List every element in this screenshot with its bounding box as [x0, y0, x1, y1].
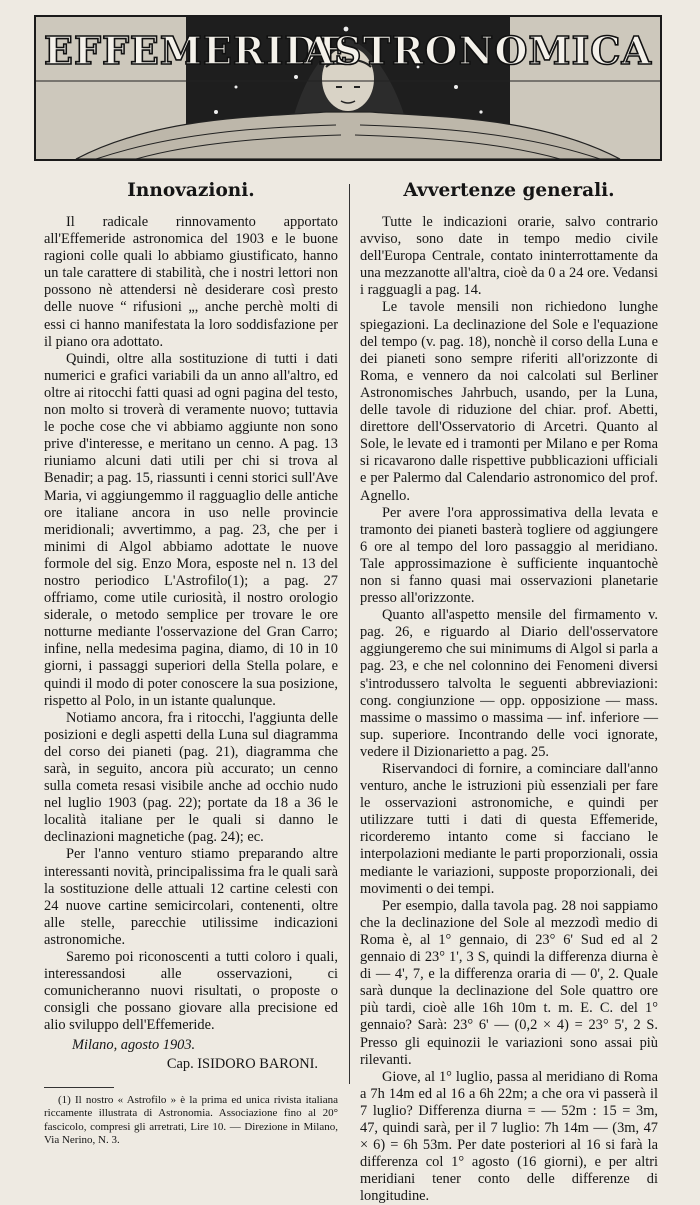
signature-date: Milano, agosto 1903. [72, 1036, 196, 1053]
footnote-rule [44, 1087, 114, 1088]
masthead-banner [34, 15, 662, 161]
section-heading-avvertenze: Avvertenze generali. [403, 180, 615, 201]
paragraph: Il radicale rinnovamento apportato all'Effemeride astronomica del 1903 e le buone ragioni colle quali lo abbiamo giustificato, hanno un tale carattere di stabilità, che i nostri lettori non possono nè attendersi nè desiderare così presto delle nuove “ rifusioni „, anche perchè molti di essi ci hanno manifestata la loro soddisfazione per il piano ora adottato. [44, 214, 338, 350]
paragraph: Saremo poi riconoscenti a tutti coloro i quali, interessandosi alle osservazioni, ci comunicheranno nuovi risultati, o proposte o consigli che possano giovare alla precisione ed alio sviluppo dell'Effemeride. [44, 949, 338, 1034]
paragraph: Tutte le indicazioni orarie, salvo contrario avviso, sono date in tempo medio civile dell'Europa Centrale, contato ininterrottamente da una mezzanotte all'altra, cioè da 0 a 24 ore. Vedansi i ragguagli a pag. 14. [360, 214, 658, 299]
right-column [360, 172, 658, 1205]
paragraph: Per l'anno venturo stiamo preparando altre interessanti novità, principalissima fra le quali sarà la sostituzione delle attuali 12 cartine celesti con 24 nuove cartine semicircolari, contenenti, oltre alle stelle, parecchie utilissime indicazioni astronomiche. [44, 846, 338, 948]
left-column [44, 172, 338, 1147]
paragraph: Riservandoci di fornire, a cominciare dall'anno venturo, anche le istruzioni più essenziali per fare le osservazioni astronomiche, e quindi per utilizzare tutti i dati di questa Effemeride, ricorderemo intanto come si facciano le interpolazioni mediante le parti proporzionali, ossia mediante le variazioni, supposte proporzionali, dei movimenti o dei tempi. [360, 761, 658, 897]
paragraph: Quindi, oltre alla sostituzione di tutti i dati numerici e grafici variabili da un anno all'altro, ed oltre ai ritocchi fatti quasi ad ogni pagina del testo, non molto si troverà di veramente nuovo; tuttavia le poche cose che vi abbiamo aggiunte non sono prive d'interesse, e meritano un cenno. A pag. 13 riuniamo alcuni dati utili per chi si trova al Benadir; a pag. 15, riassunti i cenni storici sull'Ave Maria, vi aggiungemmo il ragguaglio delle antiche ore italiane ancora in uso nelle provincie meridionali; avvertimmo, a pag. 23, che per i minimi di Algol abbiamo adottate le nuove formole del sig. Enzo Mora, esposte nel n. 13 del nostro periodico L'Astrofilo(1); a pag. 27 offriamo, come utile curiosità, il nostro orologio siderale, o metodo semplice per trovare le ore notturne mediante l'osservazione del Gran Carro; infine, nella medesima pagina, diamo, di 10 in 10 giorni, i passaggi superiori della Stella polare, e quindi il modo di poter conoscere la sua posizione, rispetto al Polo, in un istante qualunque. [44, 350, 338, 709]
footnote: (1) Il nostro « Astrofilo » è la prima ed unica rivista italiana riccamente illustrata di Astronomia. Associazione fino al 20° fascicolo, compresi gli arretrati, Lire 10. — Direzione in Milano, Via Nerino, N. 3. [44, 1093, 338, 1146]
masthead-title-left: EFFEMERIDE [44, 28, 349, 73]
paragraph: Le tavole mensili non richiedono lunghe spiegazioni. La declinazione del Sole e l'equazione del tempo (v. pag. 18), nonchè il corso della Luna e dei pianeti sono sempre riferiti all'orizzonte di Roma, e vennero da noi calcolati sul Berliner Astronomisches Jahrbuch, usando, per la Luna, delle tavole di riduzione del chiar. prof. Abetti, direttore dell'Osservatorio di Arcetri. Quanto al Sole, le levate ed i tramonti per Milano e per Roma si ricavarono dalle rispettive pubblicazioni ufficiali e per Palermo dal Calendario astronomico del prof. Agnello. [360, 299, 658, 504]
paragraph: Notiamo ancora, fra i ritocchi, l'aggiunta delle posizioni e degli aspetti della Luna sul diagramma del corso dei pianeti (pag. 21), diagramma che sarà, in seguito, ancora più accurato; un cenno sulla cometa resasi visibile anche ad occhio nudo nel luglio 1903 (pag. 22); portate da 18 a 36 le località italiane per le quali si danno le declinazioni magnetiche (pag. 24); ec. [44, 709, 338, 846]
column-divider [349, 184, 350, 1084]
section-heading-innovazioni: Innovazioni. [127, 180, 255, 201]
paragraph: Per esempio, dalla tavola pag. 28 noi sappiamo che la declinazione del Sole al mezzodì medio di Roma è, al 1° gennaio, di 23° 6' Sud ed al 2 gennaio di 23° 1', 3 S, quindi la differenza diurna è di — 4', 7, e la differenza oraria di — 0', 2. Quale sarà dunque la declinazione del Sole quattro ore più tardi, cioè alle 16h 10m t. m. E. C. del 1° gennaio? Sarà: 23° 6' — (0,2 × 4) = 23° 5', 2 S. Presso gli equinozii le variazioni sono assai più rilevanti. [360, 897, 658, 1068]
masthead-title-right: ASTRONOMICA [303, 28, 652, 73]
paragraph: Giove, al 1° luglio, passa al meridiano di Roma a 7h 14m ed al 16 a 6h 22m; a che ora vi passerà il 7 luglio? Differenza diurna = — 52m : 15 = 3m, 47, quindi sarà, per il 7 luglio: 7h 14m — (3m, 47 × 6) = 6h 53m. Per date posteriori al 16 si farà la differenza col 1° agosto (16 giorni), e per altri meridiani tener conto delle differenze di longitudine. [360, 1068, 658, 1205]
paragraph: Quanto all'aspetto mensile del firmamento v. pag. 26, e riguardo al Diario dell'osservatore aggiungeremo che sui minimums di Algol si parla a pag. 23, e che nel colonnino dei Fenomeni diversi s'introdussero talvolta le seguenti abbreviazioni: cong. congiunzione — opp. opposizione — mass. massime o massimo o massima — inf. inferiore — sup. superiore. Incontrando delle voci ignorate, vedere il Dizionarietto a pag. 25. [360, 607, 658, 760]
paragraph: Per avere l'ora approssimativa della levata e tramonto dei pianeti basterà togliere od aggiungere 6 ore al tempo del loro passaggio al meridiano. Tale approssimazione è sufficiente inquantochè non si fanno quasi mai osservazioni planetarie presso all'orizzonte. [360, 504, 658, 607]
signature-name: Cap. ISIDORO BARONI. [166, 1055, 318, 1072]
